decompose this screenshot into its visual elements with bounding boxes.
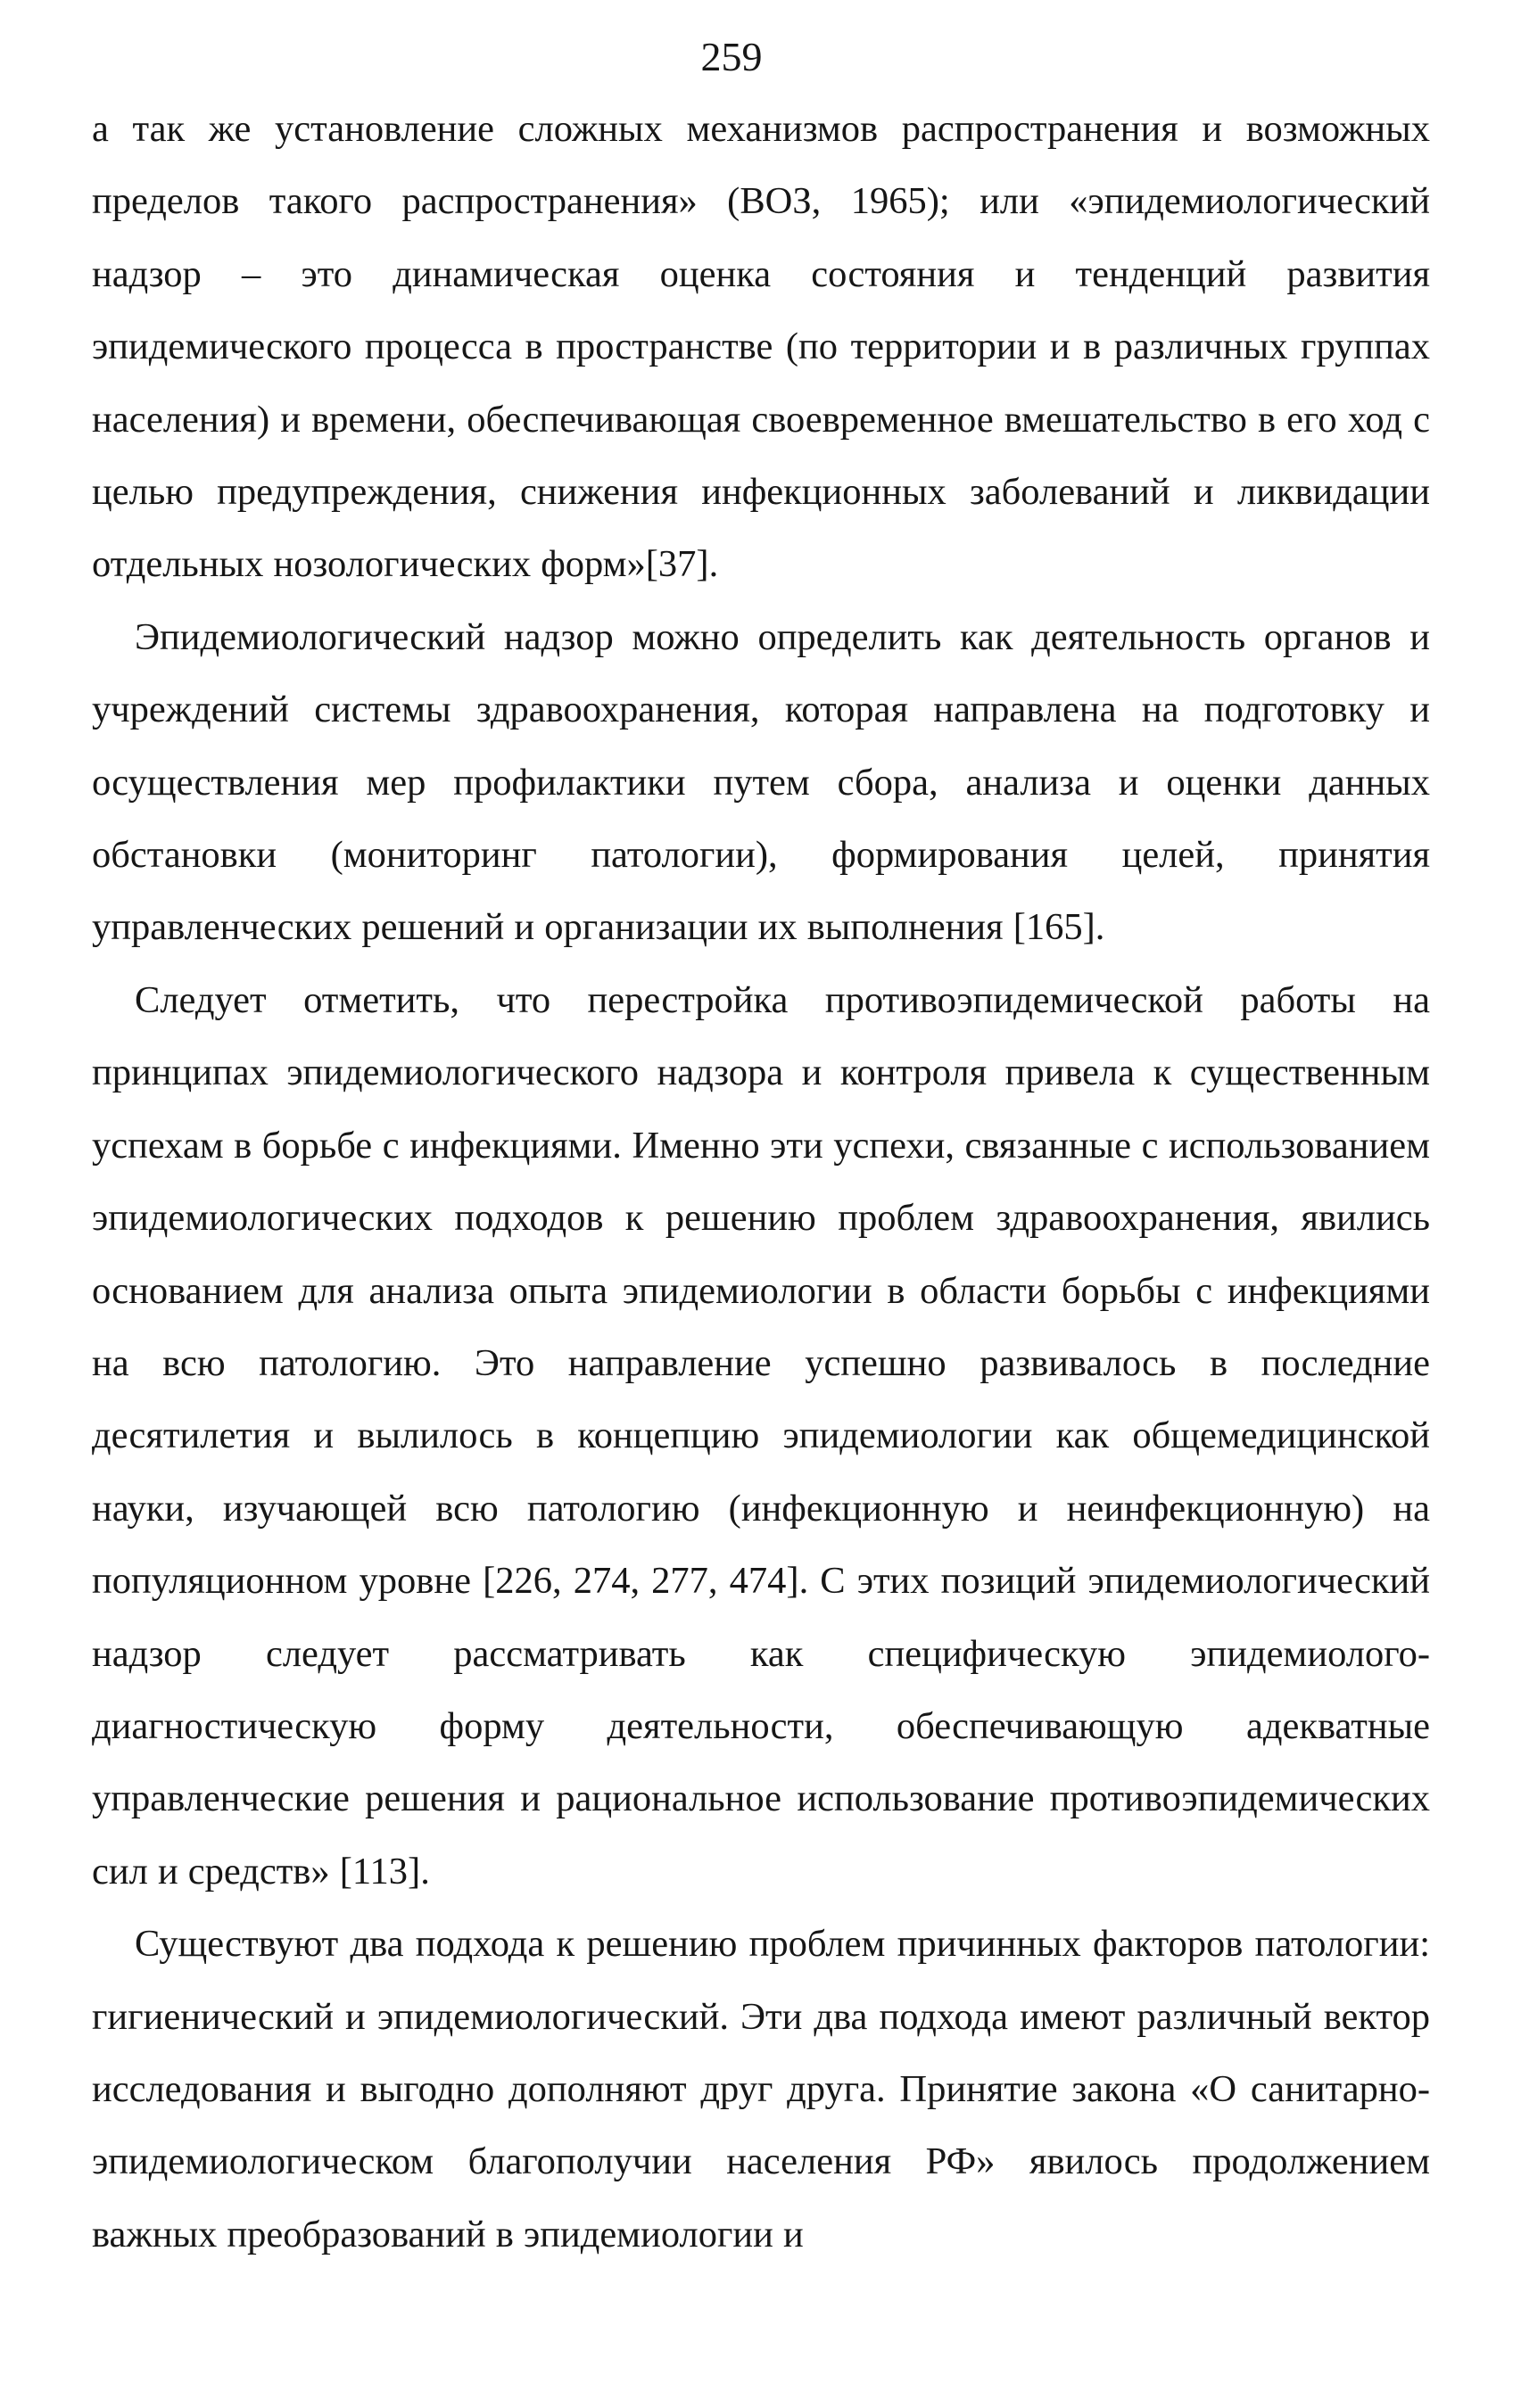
paragraph-continuation: а так же установление сложных механизмов распространения и возможных пределов такого распространения» (ВОЗ, 1965); или «эпидемиологический надзор – это динамическая оценка состояния и тенденций развития эпидемического процесса в пространстве (по территории и в различных группах населения) и времени, обеспечивающая своевременное вмешательство в его ход с целью предупреждения, снижения инфекционных заболеваний и ликвидации отдельных нозологических форм»[37]. [92,108,1430,586]
paragraph-surveillance-definition: Эпидемиологический надзор можно определить как деятельность органов и учреждений системы здравоохранения, которая направлена на подготовку и осуществления мер профилактики путем сбора, анализа и оценки данных обстановки (мониторинг патологии), формирования целей, принятия управленческих решений и организации их выполнения [165]. [92,615,1430,949]
page-number: 259 [700,34,763,79]
paragraph-surveillance-success: Следует отметить, что перестройка противоэпидемической работы на принципах эпидемиологического надзора и контроля привела к существенным успехам в борьбе с инфекциями. Именно эти успехи, связанные с использованием эпидемиологических подходов к решению проблем здравоохранения, явились основанием для анализа опыта эпидемиологии в области борьбы с инфекциями на всю патологию. Это направление успешно развивалось в последние десятилетия и вылилось в концепцию эпидемиологии как общемедицинской науки, изучающей всю патологию (инфекционную и неинфекционную) на популяционном уровне [226, 274, 277, 474]. С этих позиций эпидемиологический надзор следует рассматривать как специфическую эпидемиолого-диагностическую форму деятельности, обеспечивающую адекватные управленческие решения и рациональное использование противоэпидемических сил и средств» [113]. [92,978,1430,1893]
paragraph-two-approaches: Существуют два подхода к решению проблем причинных факторов патологии: гигиенический и эпидемиологический. Эти два подхода имеют различный вектор исследования и выгодно дополняют друг друга. Принятие закона «О санитарно-эпидемиологическом благополучии населения РФ» явилось продолжением важных преобразований в эпидемиологии и [92,1923,1430,2255]
body-text [92,93,1430,2271]
